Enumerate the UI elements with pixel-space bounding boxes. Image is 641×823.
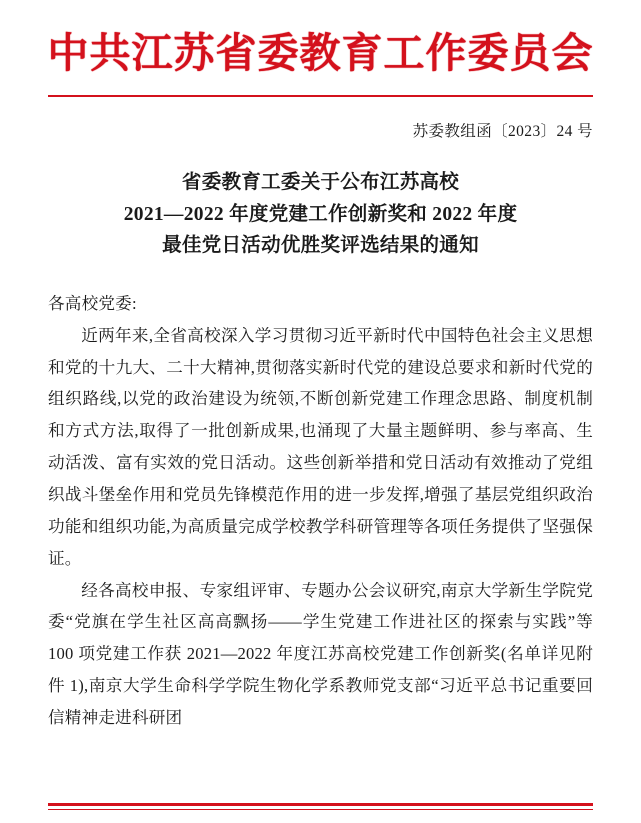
- footer-rule-thick: [48, 803, 593, 806]
- footer-rule-thin: [48, 809, 593, 810]
- document-title: [48, 167, 593, 262]
- title-line-2: 2021—2022 年度党建工作创新奖和 2022 年度: [123, 203, 518, 225]
- salutation: 各高校党委:: [48, 293, 137, 313]
- footer-divider: [0, 803, 641, 810]
- masthead-title: 中共江苏省委教育工作委员会: [47, 29, 594, 77]
- document-number: 苏委教组函〔2023〕24 号: [412, 123, 593, 141]
- masthead-divider: [48, 95, 593, 97]
- document-body: [48, 288, 593, 734]
- title-line-3: 最佳党日活动优胜奖评选结果的通知: [162, 235, 479, 257]
- title-line-1: 省委教育工委关于公布江苏高校: [181, 172, 460, 194]
- body-paragraph-1: 近两年来,全省高校深入学习贯彻习近平新时代中国特色社会主义思想和党的十九大、二十大精神,贯彻落实新时代党的建设总要求和新时代党的组织路线,以党的政治建设为统领,不断创新党建工作理念思路、制度机制和方式方法,取得了一批创新成果,也涌现了大量主题鲜明、参与率高、生动活泼、富有实效的党日活动。这些创新举措和党日活动有效推动了党组织战斗堡垒作用和党员先锋模范作用的进一步发挥,增强了基层党组织政治功能和组织功能,为高质量完成学校教学科研管理等各项任务提供了坚强保证。: [48, 325, 593, 568]
- document-number-row: [48, 119, 593, 141]
- masthead: [0, 0, 641, 97]
- body-paragraph-2: 经各高校申报、专家组评审、专题办公会议研究,南京大学新生学院党委“党旗在学生社区高高飘扬——学生党建工作进社区的探索与实践”等 100 项党建工作获 2021—2022 年度江苏高校党建工作创新奖(名单详见附件 1),南京大学生命科学学院生物化学系教师党支部“习近平总书记重要回信精神走进科研团: [48, 580, 593, 728]
